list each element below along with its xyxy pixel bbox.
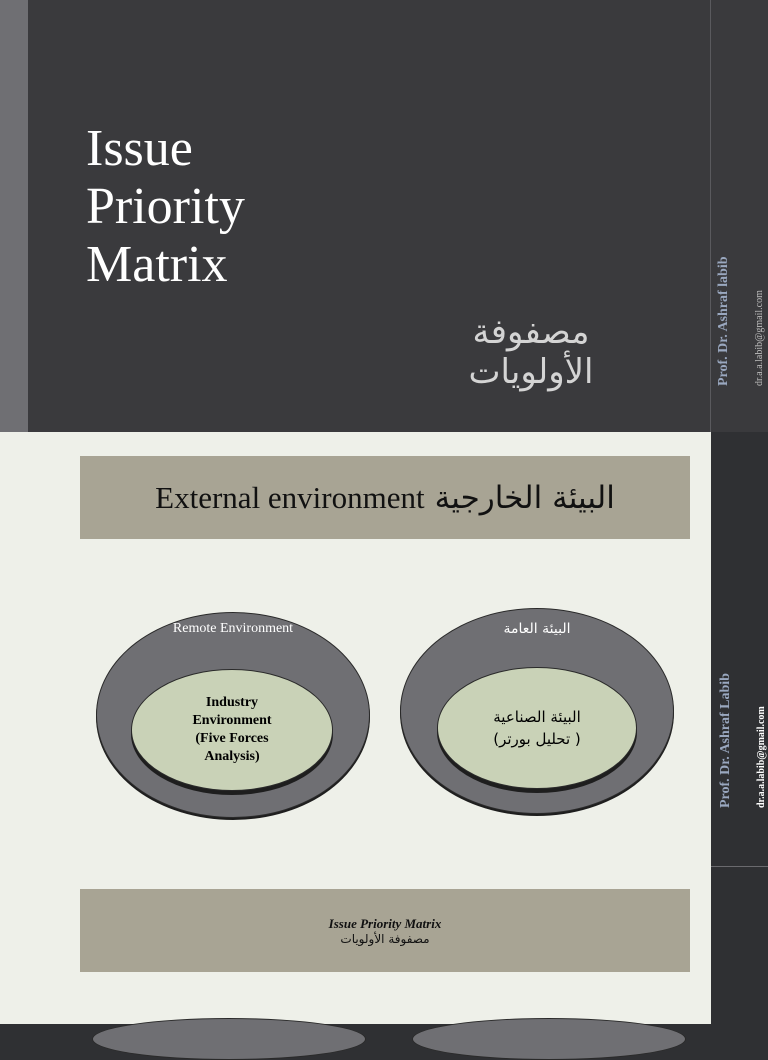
general-environment-ellipse: [400, 608, 674, 814]
inner-line: (Five Forces: [195, 731, 269, 746]
next-ellipse-right: [412, 1018, 686, 1060]
banner-arabic: البيئة الخارجية: [434, 479, 615, 516]
title-line-2: Priority: [86, 178, 245, 235]
banner-english: External environment: [155, 479, 425, 515]
slide-content-area: [0, 432, 711, 1024]
inner-line: Environment: [192, 713, 272, 728]
remote-environment-label: Remote Environment: [172, 621, 294, 636]
inner-line: Industry: [205, 695, 259, 710]
industry-environment-ellipse: [131, 669, 333, 791]
next-ellipse-left: [92, 1018, 366, 1060]
slide-divider: [710, 0, 711, 432]
section-banner: [80, 456, 690, 539]
general-environment-label: البيئة العامة: [503, 621, 571, 637]
inner-line: Analysis): [204, 749, 260, 764]
slide-accent-bar: [0, 0, 28, 432]
banner2-arabic: مصفوفة الأولويات: [340, 931, 430, 946]
banner2-title: Issue Priority Matrix: [328, 915, 442, 931]
inner-line: البيئة الصناعية: [493, 708, 581, 726]
title-slide: [0, 0, 768, 432]
inner-line: ( تحليل بورتر): [493, 730, 581, 748]
sidebar-divider: [711, 866, 768, 867]
title-line-1: Issue: [86, 120, 193, 177]
remote-environment-ellipse: [96, 612, 370, 818]
author-name: Prof. Dr. Ashraf labib: [716, 256, 731, 386]
section-banner-2: [80, 889, 690, 972]
banner-heading: [155, 480, 615, 516]
content-slide: [0, 432, 768, 1024]
arabic-subtitle: مصفوفة الأولويات: [468, 312, 594, 392]
author-email: dr.a.a.labib@gmail.com: [754, 290, 765, 386]
author-email: dr.a.a.labib@gmail.com: [756, 706, 767, 808]
title-line-3: Matrix: [86, 236, 228, 293]
author-name: Prof. Dr. Ashraf Labib: [718, 673, 733, 808]
slide-title: [86, 120, 245, 294]
industrial-environment-ellipse: [437, 667, 637, 789]
